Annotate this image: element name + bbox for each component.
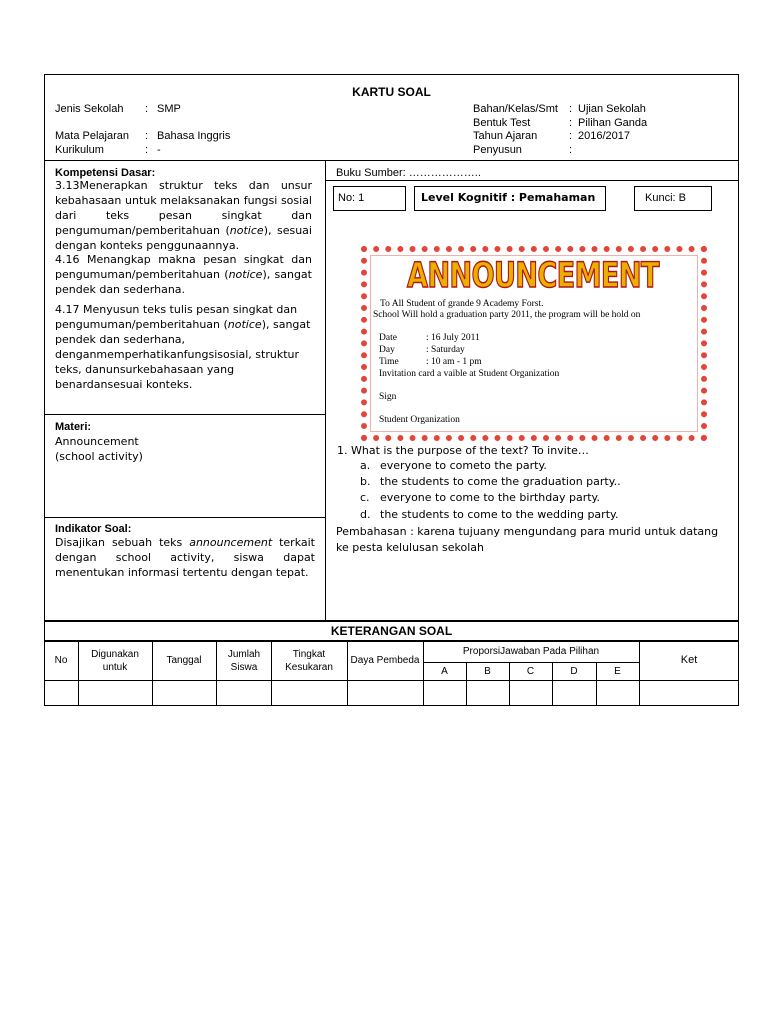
announcement-org: Student Organization (379, 415, 460, 425)
tahun-ajaran-value: 2016/2017 (578, 130, 630, 142)
jenis-sekolah-label: Jenis Sekolah (55, 103, 124, 115)
jenis-sekolah-value: SMP (157, 103, 181, 115)
announcement-line-2: School Will hold a graduation party 2011, the program will be hold on (373, 310, 641, 320)
pembahasan-text: Pembahasan : karena tujuany mengundang para murid untuk datang ke pesta kelulusan sekolah (336, 525, 719, 554)
announcement-line-1: To All Student of grande 9 Academy Forst. (380, 299, 544, 309)
column-divider (325, 160, 326, 621)
indikator-text-italic: announcement (189, 536, 273, 549)
kurikulum-label: Kurikulum (55, 144, 104, 156)
bentuk-test-label: Bentuk Test (473, 117, 531, 129)
header-choice-c: C (526, 665, 535, 677)
kd1-text: 3.13Menerapkan struktur teks dan unsur kebahasaan untuk melaksanakan fungsi sosial dari teks pesan singkat dan pengumuman/pemberitahuan ( (55, 179, 312, 237)
kunci-label: Kunci: B (645, 192, 686, 204)
indikator-heading: Indikator Soal: (55, 523, 132, 535)
announcement-sign: Sign (379, 392, 397, 402)
tahun-ajaran-sep: : (569, 130, 573, 142)
question-text: 1. What is the purpose of the text? To invite… (337, 444, 589, 457)
materi-line-2: (school activity) (55, 450, 143, 463)
announcement-time-value: : 10 am - 1 pm (426, 357, 482, 367)
kd3-number: 4.17 (55, 303, 80, 316)
bahan-value: Ujian Sekolah (578, 103, 646, 115)
keterangan-title: KETERANGAN SOAL (330, 624, 453, 638)
kompetensi-heading: Kompetensi Dasar: (55, 167, 156, 179)
header-digunakan: Digunakan untuk (91, 648, 139, 673)
header-tanggal: Tanggal (166, 655, 202, 666)
kd1-end: ), sesuai dengan konteks penggunaannya. (55, 224, 312, 252)
buku-sumber-divider (325, 180, 739, 181)
indikator-divider (44, 517, 325, 518)
header-proporsi: ProporsiJawaban Pada Pilihan (462, 646, 600, 657)
option-d-text: the students to come to the wedding party. (380, 508, 619, 521)
materi-divider (44, 414, 325, 415)
option-b-letter: b. (360, 475, 371, 488)
kd3-end: ), sangat pendek dan sederhana, denganmemperhatikanfungsisosial, struktur teks, danunsurkebahasaan yang benardansesuai konteks. (55, 318, 311, 391)
header-choice-e: E (614, 665, 621, 677)
header-ket: Ket (680, 654, 698, 666)
table-col-divider (216, 641, 217, 706)
kd2-text: 4.16 Menangkap makna pesan singkat dan pengumuman/pemberitahuan ( (55, 253, 312, 281)
announcement-title: ANNOUNCEMENT (407, 256, 659, 296)
table-col-divider (347, 641, 348, 706)
option-c-text: everyone to come to the birthday party. (380, 491, 600, 504)
header-jumlah: Jumlah Siswa (227, 648, 261, 673)
kompetensi-kd-4-17 (55, 302, 312, 392)
option-b-text: the students to come the graduation party.. (380, 475, 621, 488)
option-c-letter: c. (360, 491, 370, 504)
mata-pelajaran-sep: : (145, 130, 149, 142)
bentuk-test-sep: : (569, 117, 573, 129)
header-choice-a: A (441, 665, 448, 677)
header-choice-b: B (484, 665, 491, 677)
header-no: No (54, 655, 68, 666)
card-title: KARTU SOAL (352, 85, 431, 99)
header-divider (44, 160, 739, 161)
penyusun-label: Penyusun (473, 144, 522, 156)
announcement-date-label: Date (379, 333, 397, 343)
announcement-day-label: Day (379, 345, 395, 355)
header-choice-d: D (570, 665, 578, 677)
table-row-divider (44, 680, 739, 681)
option-d-letter: d. (360, 508, 371, 521)
option-a-letter: a. (360, 459, 371, 472)
announcement-image (361, 246, 707, 441)
buku-sumber: Buku Sumber: ……………….. (336, 167, 481, 179)
indikator-text (55, 535, 315, 580)
level-kognitif-label: Level Kognitif : Pemahaman (421, 191, 596, 204)
kurikulum-value: - (157, 144, 161, 156)
table-col-divider (78, 641, 79, 706)
mata-pelajaran-value: Bahasa Inggris (157, 130, 231, 142)
indikator-text-start: Disajikan sebuah teks (55, 536, 190, 549)
materi-heading: Materi: (55, 421, 92, 433)
kd1-italic: notice (229, 224, 264, 237)
announcement-time-label: Time (379, 357, 399, 367)
penyusun-sep: : (569, 144, 573, 156)
kompetensi-kd-3-13 (55, 178, 312, 253)
no-label: No: 1 (338, 192, 365, 204)
header-tingkat: Tingkat Kesukaran (285, 648, 333, 673)
bentuk-test-value: Pilihan Ganda (578, 117, 648, 129)
announcement-invitation: Invitation card a vaible at Student Organization (379, 369, 560, 379)
header-daya: Daya Pembeda (350, 655, 420, 666)
mata-pelajaran-label: Mata Pelajaran (55, 130, 129, 142)
announcement-date-value: : 16 July 2011 (426, 333, 480, 343)
table-col-divider (271, 641, 272, 706)
jenis-sekolah-sep: : (145, 103, 149, 115)
kd3-text: Menyusun teks tulis pesan singkat dan pengumuman/pemberitahuan ( (55, 303, 298, 331)
kurikulum-sep: : (145, 144, 149, 156)
indikator-text-end: terkait dengan school activity, siswa dapat menentukan informasi tertentu dengan tepat. (55, 536, 315, 579)
option-a-text: everyone to cometo the party. (380, 459, 547, 472)
bahan-sep: : (569, 103, 573, 115)
kd2-end: ), sangat pendek dan sederhana. (55, 268, 312, 296)
tahun-ajaran-label: Tahun Ajaran (473, 130, 538, 142)
kd2-italic: notice (228, 268, 263, 281)
bahan-label: Bahan/Kelas/Smt (473, 103, 558, 115)
materi-line-1: Announcement (55, 435, 139, 448)
kd3-italic: notice (227, 318, 262, 331)
announcement-day-value: : Saturday (426, 345, 465, 355)
kompetensi-kd-4-16 (55, 252, 312, 297)
